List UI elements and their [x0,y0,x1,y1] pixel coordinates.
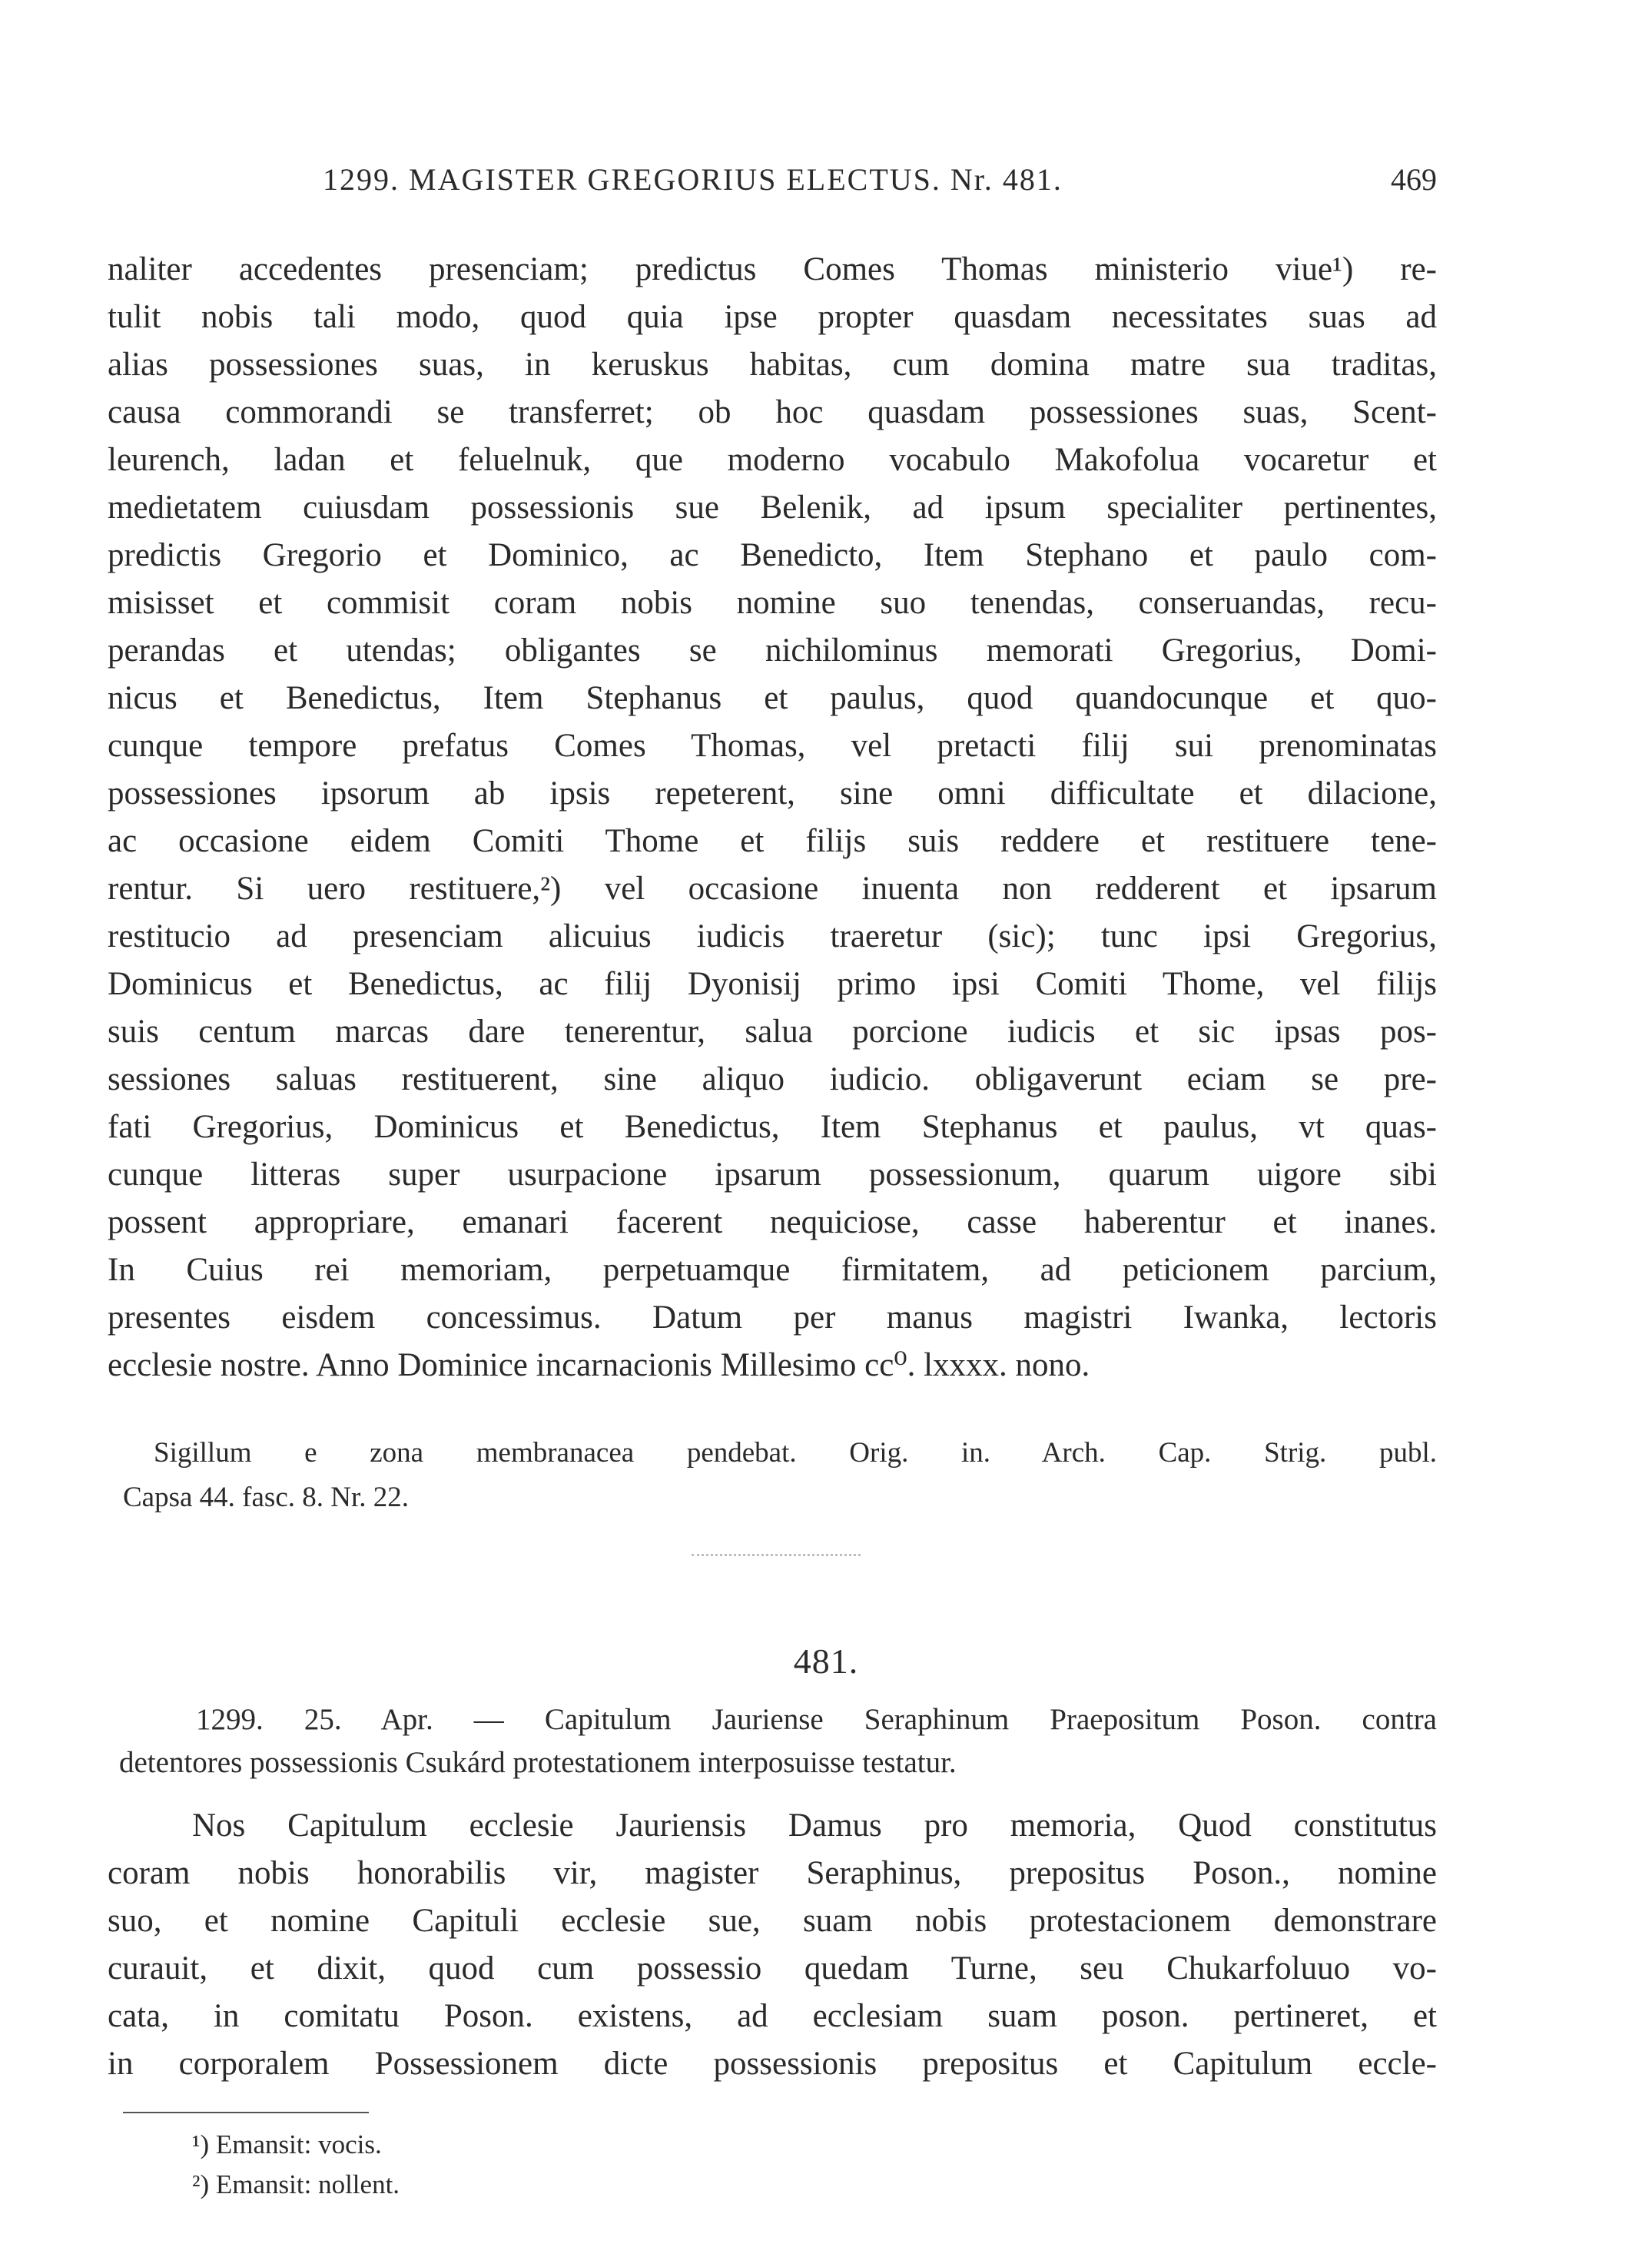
text-line: curauit, et dixit, quod cum possessio quedam Turne, seu Chukarfoluuo vo- [108,1950,1437,1987]
text-line: ac occasione eidem Comiti Thome et filijs suis reddere et restituere tene- [108,823,1437,859]
text-line: In Cuius rei memoriam, perpetuamque firmitatem, ad peticionem parcium, [108,1252,1437,1288]
summary-line: detentores possessionis Csukárd protestationem interposuisse testatur. [119,1746,957,1779]
text-line: ecclesie nostre. Anno Dominice incarnacionis Millesimo cc⁰. lxxxx. nono. [108,1347,1090,1383]
text-line: tulit nobis tali modo, quod quia ipse propter quasdam necessitates suas ad [108,299,1437,335]
text-line: nicus et Benedictus, Item Stephanus et paulus, quod quandocunque et quo- [108,680,1437,716]
text-line: suis centum marcas dare tenerentur, salua porcione iudicis et sic ipsas pos- [108,1014,1437,1050]
seal-note [123,1431,1437,1520]
footnote: ¹) Emansit: vocis. [192,2129,382,2159]
charter-480-text [108,246,1437,1389]
text-line: predictis Gregorio et Dominico, ac Benedicto, Item Stephano et paulo com- [108,537,1437,573]
charter-number: 481. [793,1641,859,1681]
text-line: leurench, ladan et feluelnuk, que moderno vocabulo Makofolua vocaretur et [108,442,1437,478]
text-line: medietatem cuiusdam possessionis sue Belenik, ad ipsum specialiter pertinentes, [108,490,1437,526]
text-line: in corporalem Possessionem dicte possessionis prepositus et Capitulum eccle- [108,2046,1437,2082]
text-line: possessiones ipsorum ab ipsis repeterent, sine omni difficultate et dilacione, [108,775,1437,812]
text-line: fati Gregorius, Dominicus et Benedictus, Item Stephanus et paulus, vt quas- [108,1109,1437,1145]
seal-note-line: Capsa 44. fasc. 8. Nr. 22. [123,1482,409,1513]
text-line: possent appropriare, emanari facerent nequiciose, casse haberentur et inanes. [108,1204,1437,1240]
footnote-rule [123,2112,369,2113]
page-header [108,161,1437,200]
text-line: cunque tempore prefatus Comes Thomas, vel pretacti filij sui prenominatas [108,728,1437,764]
text-line: perandas et utendas; obligantes se nichilominus memorati Gregorius, Domi- [108,632,1437,669]
footnotes [192,2125,960,2205]
text-line: misisset et commisit coram nobis nomine suo tenendas, conseruandas, recu- [108,585,1437,621]
charter-481-text [108,1802,1437,2088]
text-line: suo, et nomine Capituli ecclesie sue, suam nobis protestacionem demonstrare [108,1903,1437,1939]
text-line: Dominicus et Benedictus, ac filij Dyonisij primo ipsi Comiti Thome, vel filijs [108,966,1437,1002]
text-line: coram nobis honorabilis vir, magister Seraphinus, prepositus Poson., nomine [108,1855,1437,1891]
section-divider [692,1554,861,1559]
text-line: naliter accedentes presenciam; predictus Comes Thomas ministerio viue¹) re- [108,251,1437,287]
text-line: cata, in comitatu Poson. existens, ad ecclesiam suam poson. pertineret, et [108,1998,1437,2034]
summary-line: 1299. 25. Apr. — Capitulum Jauriense Seraphinum Praepositum Poson. contra [196,1703,1437,1736]
charter-summary [119,1698,1437,1784]
page-number: 469 [1391,162,1437,197]
text-line: restitucio ad presenciam alicuius iudicis traeretur (sic); tunc ipsi Gregorius, [108,918,1437,954]
running-title: 1299. MAGISTER GREGORIUS ELECTUS. Nr. 481. [323,162,1063,197]
seal-note-line: Sigillum e zona membranacea pendebat. Orig. in. Arch. Cap. Strig. publ. [154,1437,1437,1469]
text-line: alias possessiones suas, in keruskus habitas, cum domina matre sua traditas, [108,347,1437,383]
text-line: sessiones saluas restituerent, sine aliquo iudicio. obligaverunt eciam se pre- [108,1061,1437,1097]
text-line: cunque litteras super usurpacione ipsarum possessionum, quarum uigore sibi [108,1157,1437,1193]
footnote: ²) Emansit: nollent. [192,2169,400,2199]
text-line: presentes eisdem concessimus. Datum per manus magistri Iwanka, lectoris [108,1299,1437,1336]
text-line: Nos Capitulum ecclesie Jauriensis Damus pro memoria, Quod constitutus [192,1807,1437,1844]
text-line: rentur. Si uero restituere,²) vel occasione inuenta non redderent et ipsarum [108,871,1437,907]
text-line: causa commorandi se transferret; ob hoc quasdam possessiones suas, Scent- [108,394,1437,430]
